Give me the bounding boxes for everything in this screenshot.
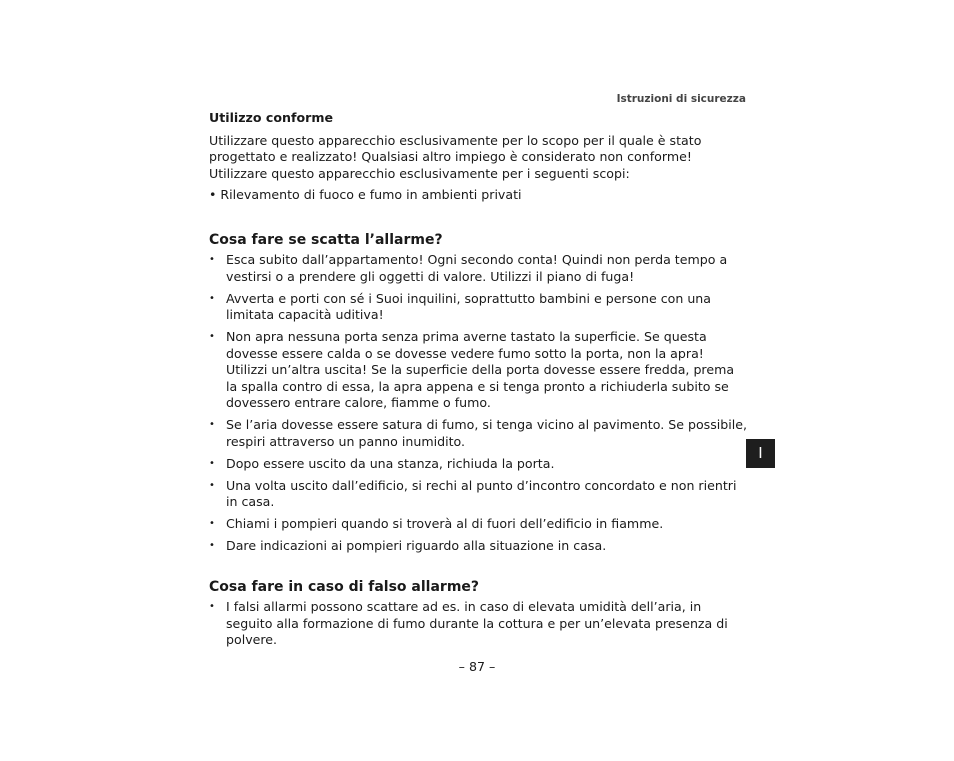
list-item	[209, 516, 749, 533]
list-item	[209, 538, 749, 555]
bullet-icon: •	[209, 292, 215, 304]
list-item-text: Dopo essere uscito da una stanza, richiuda la porta.	[226, 455, 555, 471]
running-header: Istruzioni di sicurezza	[616, 93, 746, 105]
bullet-icon: •	[209, 331, 215, 342]
list-item-text: Una volta uscito dall’edificio, si rechi al punto d’incontro concordato e non rientri in casa.	[226, 477, 737, 509]
false-alarm-heading: Cosa fare in caso di falso allarme?	[209, 578, 480, 595]
alarm-instructions-list	[209, 252, 749, 555]
list-item-text: Chiami i pompieri quando si troverà al di fuori dell’edificio in fiamme.	[226, 516, 664, 531]
language-tab-marker: I	[746, 439, 775, 468]
intended-use-paragraph: Utilizzare questo apparecchio esclusivamente per lo scopo per il quale è stato progettato e realizzato! Qualsiasi altro impiego è considerato non conforme! Utilizzare questo apparecchio esclusivamente per i seguenti scopi:	[209, 132, 702, 181]
list-item-text: Se l’aria dovesse essere satura di fumo, si tenga vicino al pavimento. Se possibile, respiri attraverso un panno inumidito.	[226, 417, 748, 449]
bullet-icon: •	[209, 601, 215, 612]
list-item-text: Esca subito dall’appartamento! Ogni secondo conta! Quindi non perda tempo a vestirsi o a prendere gli oggetti di valore. Utilizzi il piano di fuga!	[226, 252, 728, 284]
list-item-text: Dare indicazioni ai pompieri riguardo alla situazione in casa.	[226, 538, 607, 553]
alarm-section	[209, 232, 749, 555]
intended-use-section	[209, 110, 749, 204]
bullet-icon: •	[209, 518, 215, 529]
bullet-icon: •	[209, 419, 215, 430]
intended-use-heading: Utilizzo conforme	[209, 110, 333, 125]
bullet-icon: •	[209, 540, 215, 551]
list-item	[209, 456, 749, 473]
list-item	[209, 291, 749, 324]
page-number: – 87 –	[458, 659, 496, 674]
intended-use-bullet: • Rilevamento di fuoco e fumo in ambienti privati	[209, 187, 522, 202]
alarm-section-heading: Cosa fare se scatta l’allarme?	[209, 231, 443, 248]
list-item	[209, 329, 749, 412]
list-item	[209, 252, 749, 285]
false-alarm-list	[209, 599, 749, 649]
list-item	[209, 599, 749, 649]
list-item-text: Avverta e porti con sé i Suoi inquilini, soprattutto bambini e persone con una limitata capacità uditiva!	[226, 290, 712, 322]
page-content	[209, 110, 749, 654]
list-item-text: Non apra nessuna porta senza prima averne tastato la superficie. Se questa dovesse essere calda o se dovesse vedere fumo sotto la porta, non la apra! Utilizzi un’altra uscita! Se la superficie della porta dovesse essere fredda, prema la spalla contro di essa, la apra appena e si tenga pronto a richiuderla subito se dovessero entrare calore, fiamme o fumo.	[226, 329, 735, 410]
bullet-icon: •	[209, 254, 215, 265]
list-item	[209, 478, 749, 511]
bullet-icon: •	[209, 479, 215, 491]
bullet-icon: •	[209, 457, 215, 469]
list-item	[209, 417, 749, 450]
list-item-text: I falsi allarmi possono scattare ad es. in caso di elevata umidità dell’aria, in seguito alla formazione di fumo durante la cottura e per un’elevata presenza di polvere.	[226, 599, 728, 647]
false-alarm-section	[209, 579, 749, 649]
